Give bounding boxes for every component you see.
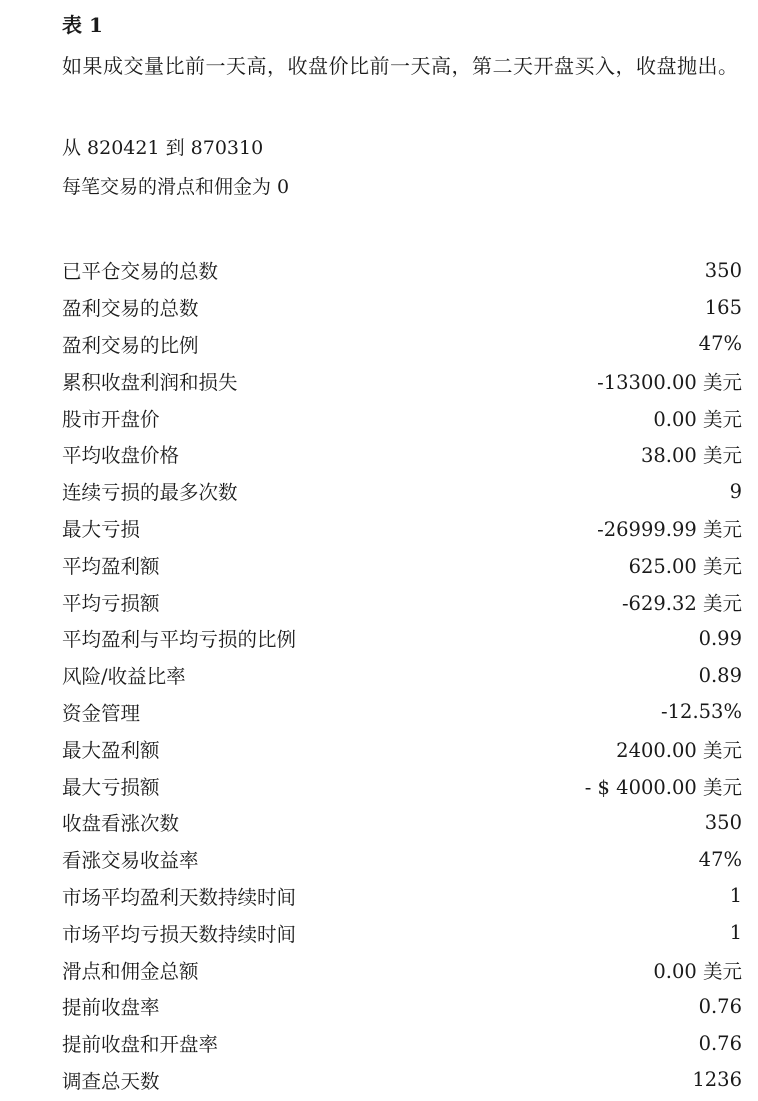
stat-row bbox=[62, 436, 742, 473]
stat-value: 0.89 bbox=[698, 663, 742, 687]
stat-value: 0.99 bbox=[698, 626, 742, 650]
stat-row bbox=[62, 1062, 742, 1099]
stat-row bbox=[62, 767, 742, 804]
stat-value: 350 bbox=[704, 258, 742, 282]
stat-label: 盈利交易的总数 bbox=[62, 297, 199, 321]
stat-label: 平均盈利额 bbox=[62, 554, 160, 578]
stat-label: 调查总天数 bbox=[62, 1069, 160, 1093]
stat-label: 滑点和佣金总额 bbox=[62, 959, 199, 983]
stat-value: 38.00 美元 bbox=[640, 444, 742, 468]
stat-label: 股市开盘价 bbox=[62, 407, 160, 431]
stat-label: 提前收盘率 bbox=[62, 996, 160, 1020]
stat-label: 最大亏损额 bbox=[62, 775, 160, 799]
stat-label: 最大亏损 bbox=[62, 517, 141, 541]
stat-row bbox=[62, 951, 742, 988]
stat-label: 市场平均亏损天数持续时间 bbox=[62, 922, 297, 946]
stat-value: 0.76 bbox=[698, 1031, 742, 1055]
stat-label: 平均收盘价格 bbox=[62, 444, 180, 468]
stat-row bbox=[62, 399, 742, 436]
stat-value: 1236 bbox=[692, 1068, 742, 1092]
stat-value: -26999.99 美元 bbox=[597, 517, 742, 541]
stat-row bbox=[62, 878, 742, 915]
stat-row bbox=[62, 583, 742, 620]
stat-label: 提前收盘和开盘率 bbox=[62, 1033, 219, 1057]
stat-value: -12.53% bbox=[661, 700, 742, 724]
stat-label: 已平仓交易的总数 bbox=[62, 260, 219, 284]
stat-value: 0.00 美元 bbox=[653, 959, 742, 983]
stat-value: 2400.00 美元 bbox=[616, 738, 742, 762]
stat-value: 625.00 美元 bbox=[628, 554, 742, 578]
stat-row bbox=[62, 988, 742, 1025]
stat-row bbox=[62, 620, 742, 657]
stat-row bbox=[62, 657, 742, 694]
stat-value: 1 bbox=[729, 884, 742, 908]
stat-row bbox=[62, 510, 742, 547]
stat-value: -13300.00 美元 bbox=[597, 370, 742, 394]
stat-value: - $ 4000.00 美元 bbox=[584, 775, 742, 799]
date-range: 从 820421 到 870310 bbox=[62, 137, 264, 159]
stat-label: 盈利交易的比例 bbox=[62, 333, 199, 357]
stat-value: 47% bbox=[698, 847, 742, 871]
stat-row bbox=[62, 694, 742, 731]
stat-row bbox=[62, 326, 742, 363]
stat-label: 平均亏损额 bbox=[62, 591, 160, 615]
stat-label: 资金管理 bbox=[62, 701, 141, 725]
stat-row bbox=[62, 804, 742, 841]
stat-label: 累积收盘利润和损失 bbox=[62, 370, 238, 394]
slippage-note: 每笔交易的滑点和佣金为 0 bbox=[62, 176, 290, 198]
table-label: 表 1 bbox=[62, 13, 103, 37]
stat-label: 收盘看涨次数 bbox=[62, 812, 180, 836]
stat-row bbox=[62, 362, 742, 399]
stat-value: 0.00 美元 bbox=[653, 407, 742, 431]
intro-paragraph: 如果成交量比前一天高，收盘价比前一天高，第二天开盘买入，收盘抛出。 bbox=[62, 54, 739, 78]
stat-label: 市场平均盈利天数持续时间 bbox=[62, 885, 297, 909]
stat-value: 47% bbox=[698, 332, 742, 356]
stat-row bbox=[62, 730, 742, 767]
stat-value: 1 bbox=[729, 921, 742, 945]
stat-row bbox=[62, 289, 742, 326]
stat-row bbox=[62, 1025, 742, 1062]
stat-value: 0.76 bbox=[698, 994, 742, 1018]
stat-value: 9 bbox=[729, 479, 742, 503]
stat-label: 最大盈利额 bbox=[62, 738, 160, 762]
stat-row bbox=[62, 252, 742, 289]
stat-label: 平均盈利与平均亏损的比例 bbox=[62, 628, 297, 652]
stat-value: -629.32 美元 bbox=[621, 591, 742, 615]
stat-row bbox=[62, 546, 742, 583]
stat-label: 风险/收益比率 bbox=[62, 665, 186, 689]
stat-row bbox=[62, 473, 742, 510]
stat-row bbox=[62, 841, 742, 878]
stat-row bbox=[62, 914, 742, 951]
stat-value: 350 bbox=[704, 810, 742, 834]
stat-label: 看涨交易收益率 bbox=[62, 849, 199, 873]
stat-value: 165 bbox=[704, 295, 742, 319]
stat-label: 连续亏损的最多次数 bbox=[62, 481, 238, 505]
statistics-table bbox=[62, 252, 742, 1098]
